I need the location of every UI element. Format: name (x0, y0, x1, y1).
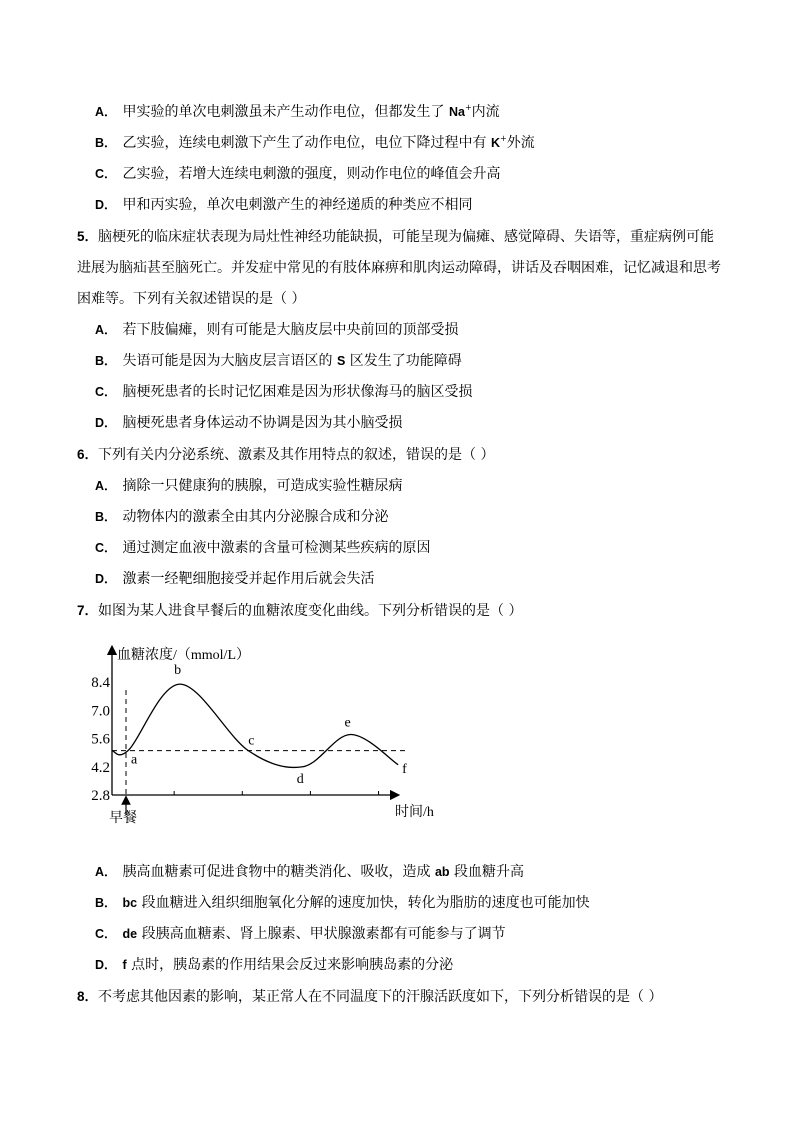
ion-charge: + (500, 134, 507, 143)
q7-option-d (95, 956, 453, 974)
option-key: B． (95, 510, 117, 524)
q5-option-d (95, 414, 403, 432)
option-text: 段胰高血糖素、肾上腺素、甲状腺激素都有可能参与了调节 (137, 926, 506, 942)
q7-option-a (95, 863, 524, 881)
option-text: 点时，胰岛素的作用结果会反过来影响胰岛素的分泌 (126, 957, 454, 973)
option-text: 乙实验，若增大连续电刺激的强度，则动作电位的峰值会升高 (122, 166, 501, 182)
latin-letter: ab (434, 865, 450, 879)
y-tick-label: 2.8 (91, 788, 110, 804)
question-stem: 不考虑其他因素的影响，某正常人在不同温度下的汗腺活跃度如下，下列分析错误的是（ ） (98, 989, 663, 1005)
question-number: 6． (77, 447, 99, 462)
point-labels (131, 663, 407, 787)
q7-option-c (95, 925, 506, 943)
ion-symbol: Na (448, 105, 465, 119)
option-text: 通过测定血液中激素的含量可检测某些疾病的原因 (122, 540, 431, 556)
option-text: 脑梗死患者的长时记忆困难是因为形状像海马的脑区受损 (122, 384, 473, 400)
option-key: C． (95, 541, 117, 555)
option-text: 脑梗死患者身体运动不协调是因为其小脑受损 (122, 415, 403, 431)
y-tick-label: 5.6 (91, 731, 110, 748)
option-key: B． (95, 896, 117, 910)
option-text-end: 内流 (471, 104, 500, 120)
q4-option-a (95, 103, 500, 121)
option-text: 甲和丙实验，单次电刺激产生的神经递质的种类应不相同 (122, 197, 473, 213)
latin-letter: bc (122, 896, 138, 910)
option-text: 乙实验，连续电刺激下产生了动作电位，电位下降过程中有 (122, 135, 491, 151)
latin-letter: de (122, 927, 138, 941)
glucose-curve (112, 684, 398, 767)
q7-option-b (95, 894, 590, 912)
option-text-end: 区发生了功能障碍 (345, 353, 462, 369)
q5-option-a (95, 321, 459, 339)
option-key: D． (95, 958, 117, 972)
y-tick-label: 4.2 (91, 759, 110, 776)
q5-stem-line3: 困难等。下列有关叙述错误的是（ ） (77, 291, 306, 307)
option-key: D． (95, 198, 117, 212)
question-number: 8． (77, 989, 99, 1004)
option-text: 失语可能是因为大脑皮层言语区的 (122, 353, 337, 369)
q5-stem-line2: 进展为脑疝甚至脑死亡。并发症中常见的有肢体麻痹和肌肉运动障碍，讲话及吞咽困难，记忆减退和思考 (77, 260, 721, 276)
option-text: 摘除一只健康狗的胰腺，可造成实验性糖尿病 (122, 478, 403, 494)
q8-stem (77, 988, 662, 1006)
option-key: C． (95, 167, 117, 181)
option-key: D． (95, 416, 117, 430)
point-label-f: f (402, 761, 407, 777)
y-axis-label: 血糖浓度/（mmol/L） (117, 648, 250, 663)
q6-option-d (95, 570, 375, 588)
ion-charge: + (464, 103, 472, 112)
option-text: 胰高血糖素可促进食物中的糖类消化、吸收，造成 (122, 864, 435, 880)
point-label-b: b (174, 663, 182, 679)
option-text: 甲实验的单次电刺激虽未产生动作电位，但都发生了 (122, 104, 449, 120)
option-key: B． (95, 354, 117, 368)
q6-option-a (95, 477, 403, 495)
ion-symbol: K (490, 136, 501, 150)
q4-option-b (95, 134, 535, 152)
option-key: D． (95, 572, 117, 586)
q4-option-d (95, 196, 473, 214)
option-text-end: 段血糖升高 (449, 864, 525, 880)
option-key: C． (95, 385, 117, 399)
question-stem: 如图为某人进食早餐后的血糖浓度变化曲线。下列分析错误的是（ ） (98, 603, 523, 619)
option-key: A． (95, 323, 117, 337)
option-text-end: 外流 (506, 135, 535, 151)
option-key: C． (95, 927, 117, 941)
option-text: 段血糖进入组织细胞氧化分解的速度加快，转化为脂肪的速度也可能加快 (137, 895, 590, 911)
point-label-e: e (344, 715, 351, 731)
option-text: 若下肢偏瘫，则有可能是大脑皮层中央前回的顶部受损 (122, 322, 459, 338)
question-stem: 脑梗死的临床症状表现为局灶性神经功能缺损，可能呈现为偏瘫、感觉障碍、失语等，重症病例可能 (98, 229, 715, 245)
point-label-c: c (248, 733, 255, 749)
option-key: A． (95, 105, 117, 119)
question-number: 7． (77, 603, 99, 618)
q7-stem (77, 602, 522, 620)
point-label-d: d (296, 771, 304, 787)
q5-option-b (95, 352, 462, 370)
latin-letter: S (336, 354, 346, 368)
breakfast-label: 早餐 (109, 811, 137, 826)
q6-option-c (95, 539, 431, 557)
x-axis-label: 时间/h (395, 805, 434, 820)
q6-option-b (95, 508, 389, 526)
q5-option-c (95, 383, 473, 401)
point-label-a: a (131, 752, 138, 768)
q6-stem (77, 446, 494, 464)
y-tick-label: 7.0 (91, 703, 110, 720)
y-tick-labels (91, 675, 110, 804)
option-key: A． (95, 865, 117, 879)
question-stem: 下列有关内分泌系统、激素及其作用特点的叙述，错误的是（ ） (98, 447, 495, 463)
option-key: B． (95, 136, 117, 150)
q5-stem-line1 (77, 228, 714, 246)
latin-letter: f (122, 958, 127, 972)
option-text: 动物体内的激素全由其内分泌腺合成和分泌 (122, 509, 389, 525)
option-key: A． (95, 479, 117, 493)
blood-glucose-chart (91, 640, 455, 830)
y-tick-label: 8.4 (91, 675, 110, 692)
q4-option-c (95, 165, 501, 183)
option-text: 激素一经靶细胞接受并起作用后就会失活 (122, 571, 375, 587)
question-number: 5． (77, 229, 99, 244)
